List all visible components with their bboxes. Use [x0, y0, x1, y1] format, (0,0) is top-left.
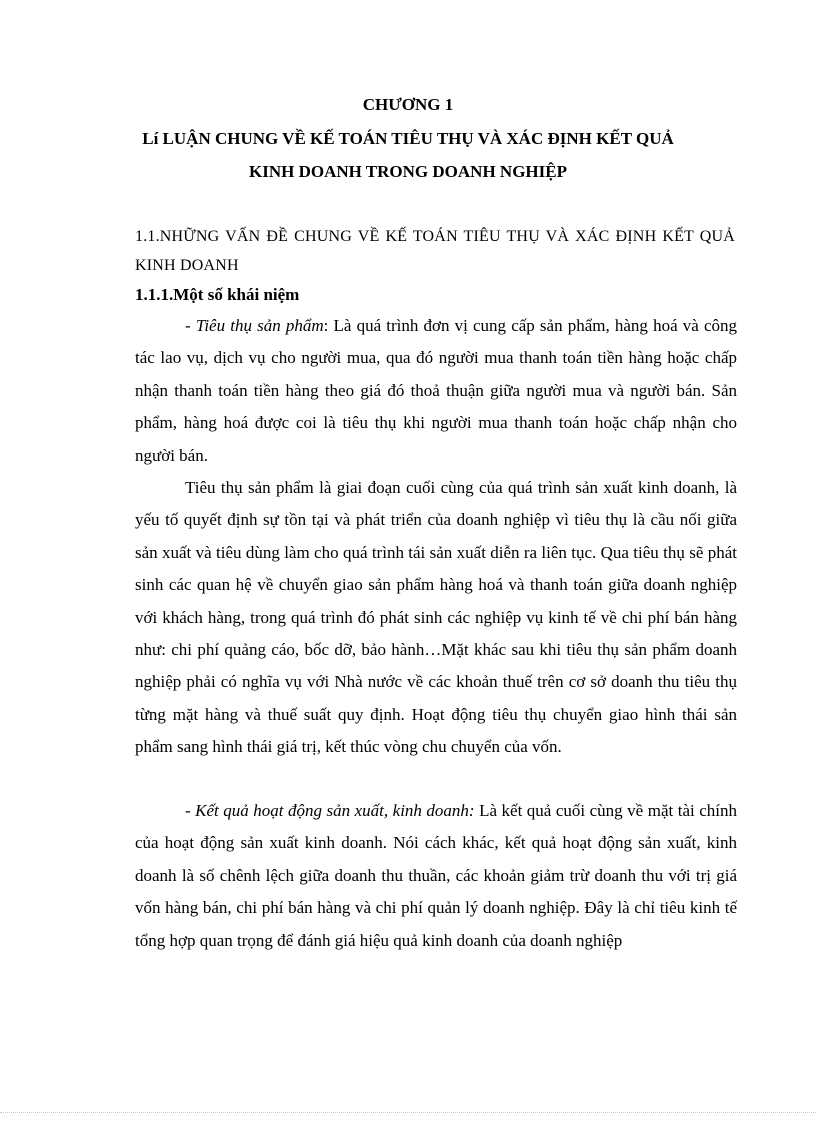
paragraph-sales-role — [135, 472, 737, 764]
paragraph-text: Là kết quả cuối cùng về mặt tài chính của hoạt động sản xuất kinh doanh. Nói cách khác, kết quả hoạt động sản xuất, kinh doanh là số chênh lệch giữa doanh thu thuần, các khoản giảm trừ doanh thu với trị giá vốn hàng bán, chi phí bán hàng và chi phí quản lý doanh nghiệp. Đây là chỉ tiêu kinh tế tổng hợp quan trọng để đánh giá hiệu quả kinh doanh của doanh nghiệp — [135, 801, 737, 950]
subsection-heading: 1.1.1.Một số khái niệm — [135, 285, 300, 304]
paragraph-text: : Là quá trình đơn vị cung cấp sản phẩm, hàng hoá và công tác lao vụ, dịch vụ cho người mua, qua đó người mua thanh toán tiền hàng hoặc chấp nhận thanh toán tiền hàng theo giá đó thoả thuận giữa người mua và người bán. Sản phẩm, hàng hoá được coi là tiêu thụ khi người mua thanh toán hoặc chấp nhận cho người bán. — [135, 316, 737, 465]
page-bottom-divider — [0, 1112, 816, 1113]
section-heading: 1.1.NHỮNG VẤN ĐỀ CHUNG VỀ KẾ TOÁN TIÊU THỤ VÀ XÁC ĐỊNH KẾT QUẢ KINH DOANH — [135, 228, 735, 274]
chapter-title-line-2: KINH DOANH TRONG DOANH NGHIỆP — [249, 162, 567, 181]
term-sales: Tiêu thụ sản phẩm — [195, 316, 324, 335]
term-business-result: Kết quả hoạt động sản xuất, kinh doanh: — [195, 801, 475, 820]
paragraph-business-result — [135, 795, 737, 957]
paragraph-bullet: - — [185, 316, 196, 335]
paragraph-sales-definition — [135, 310, 737, 472]
paragraph-text: Tiêu thụ sản phẩm là giai đoạn cuối cùng của quá trình sản xuất kinh doanh, là yếu tố quyết định sự tồn tại và phát triển của doanh nghiệp vì tiêu thụ là cầu nối giữa sản xuất và tiêu dùng làm cho quá trình tái sản xuất diễn ra liên tục. Qua tiêu thụ sẽ phát sinh các quan hệ về chuyển giao sản phẩm hàng hoá và thanh toán giữa doanh nghiệp với khách hàng, trong quá trình đó phát sinh các nghiệp vụ kinh tế về chi phí bán hàng như: chi phí quảng cáo, bốc dỡ, bảo hành…Mặt khác sau khi tiêu thụ sản phẩm doanh nghiệp phải có nghĩa vụ với Nhà nước về các khoản thuế trên cơ sở doanh thu tiêu thụ từng mặt hàng và thuế suất quy định. Hoạt động tiêu thụ chuyển giao hình thái sản phẩm sang hình thái giá trị, kết thúc vòng chu chuyển của vốn. — [135, 478, 737, 757]
chapter-number: CHƯƠNG 1 — [362, 95, 454, 114]
paragraph-bullet: - — [185, 801, 196, 820]
chapter-title-line-1: Lí LUẬN CHUNG VỀ KẾ TOÁN TIÊU THỤ VÀ XÁC ĐỊNH KẾT QUẢ — [142, 129, 674, 148]
